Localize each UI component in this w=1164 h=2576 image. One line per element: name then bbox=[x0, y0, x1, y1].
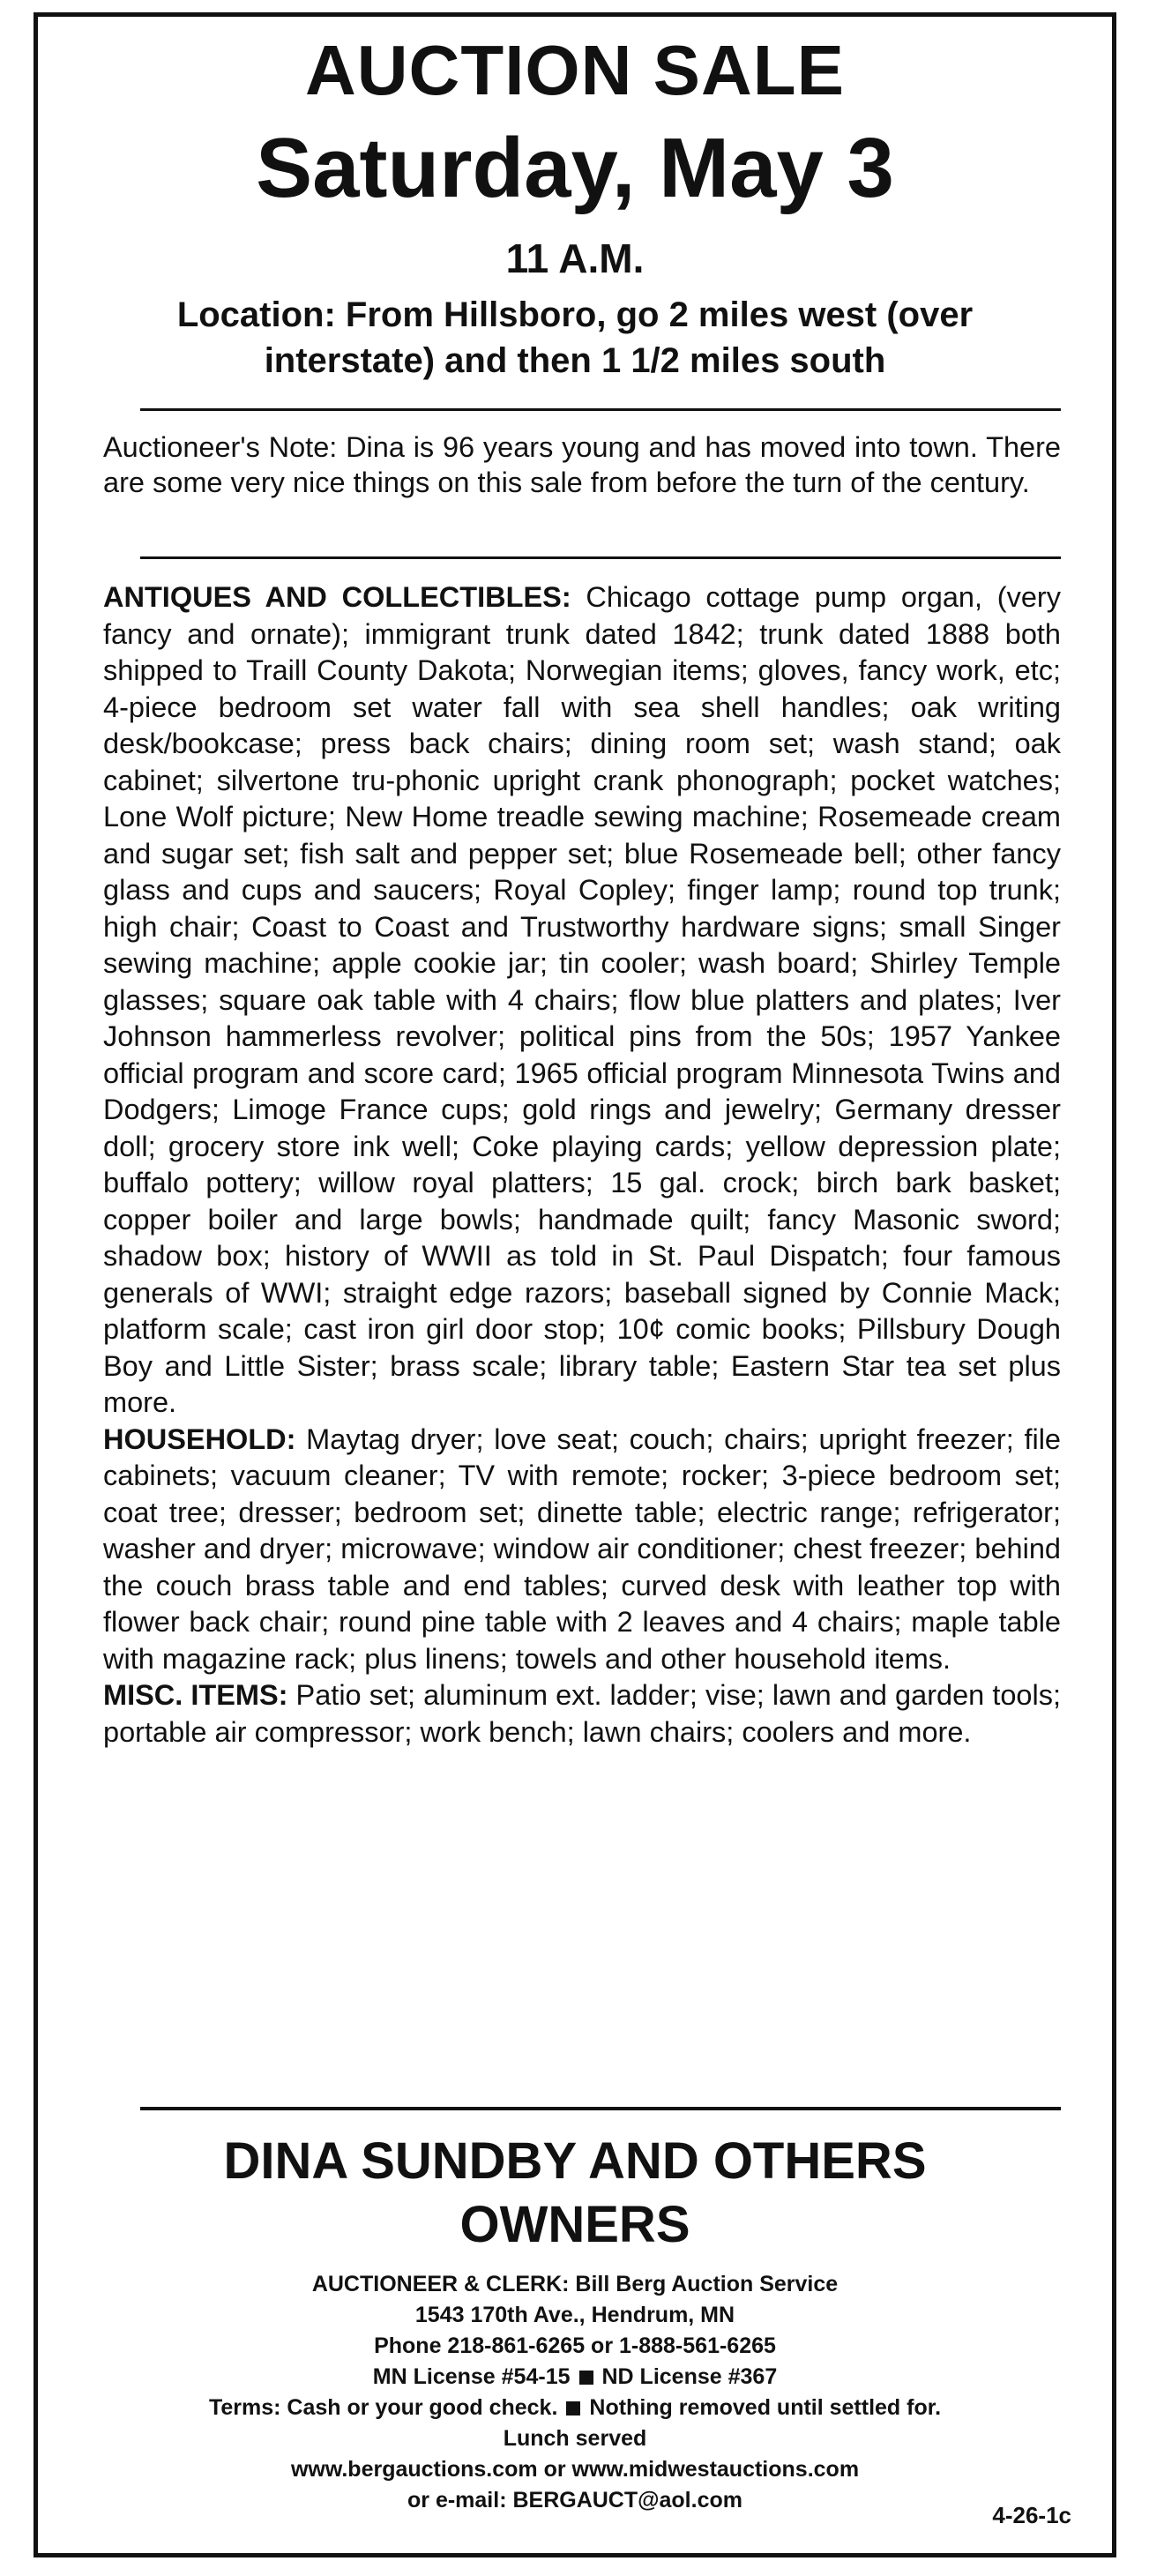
address-line: 1543 170th Ave., Hendrum, MN bbox=[414, 2303, 735, 2327]
ad-title: AUCTION SALE bbox=[305, 31, 845, 109]
auctioneer-info bbox=[38, 2269, 1112, 2516]
section-antiques bbox=[103, 579, 1061, 1422]
lunch-line: Lunch served bbox=[503, 2426, 647, 2451]
ad-code: 4-26-1c bbox=[992, 2502, 1071, 2528]
nd-license: ND License #367 bbox=[601, 2364, 778, 2389]
owners-block bbox=[38, 2130, 1112, 2257]
terms-line bbox=[38, 2393, 1112, 2423]
section-text-misc: Patio set; aluminum ext. ladder; vise; lawn and garden tools; portable air compressor; work bench; lawn chairs; coolers and more. bbox=[103, 1679, 1061, 1748]
sale-location: Location: From Hillsboro, go 2 miles west (over interstate) and then 1 1/2 miles south bbox=[176, 295, 974, 380]
sale-date: Saturday, May 3 bbox=[256, 121, 894, 215]
terms-text: Terms: Cash or your good check. bbox=[208, 2395, 558, 2420]
auctioneers-note: Auctioneer's Note: Dina is 96 years young and has moved into town. There are some very nice things on this sale from before the turn of the century. bbox=[103, 431, 1061, 498]
removal-text: Nothing removed until settled for. bbox=[589, 2395, 942, 2420]
mn-license: MN License #54-15 bbox=[372, 2364, 571, 2389]
divider-owners bbox=[140, 2107, 1061, 2110]
websites-line: www.bergauctions.com or www.midwestauctions.com bbox=[290, 2457, 860, 2482]
section-label-household: HOUSEHOLD: bbox=[103, 1422, 296, 1455]
square-bullet-icon bbox=[566, 2401, 580, 2415]
item-listing bbox=[103, 579, 1061, 1751]
sale-time: 11 A.M. bbox=[505, 235, 645, 281]
section-text-antiques: Chicago cottage pump organ, (very fancy and ornate); immigrant trunk dated 1842; trunk dated 1888 both shipped to Traill County Dakota; Norwegian items; gloves, fancy work, etc; 4-piece bedroom set water fall with sea shell handles; oak writing desk/bookcase; press back chairs; dining room set; wash stand; oak cabinet; silvertone tru-phonic upright crank phonograph; pocket watches; Lone Wolf picture; New Home treadle sewing machine; Rosemeade cream and sugar set; fish salt and pepper set; blue Rosemeade bell; other fancy glass and cups and saucers; Royal Copley; finger lamp; round top trunk; high chair; Coast to Coast and Trustworthy hardware signs; small Singer sewing machine; apple cookie jar; tin cooler; wash board; Shirley Temple glasses; square oak table with 4 chairs; flow blue platters and plates; Iver Johnson hammerless revolver; political pins from the 50s; 1957 Yankee official program and score card; 1965 official program Minnesota Twins and Dodgers; Limoge France cups; gold rings and jewelry; Germany dresser doll; grocery store ink well; Coke playing cards; yellow depression plate; buffalo pottery; willow royal platters; 15 gal. crock; birch bark basket; copper boiler and large bowls; handmade quilt; fancy Masonic sword; shadow box; history of WWII as told in St. Paul Dispatch; four famous generals of WWI; straight edge razors; baseball signed by Connie Mack; platform scale; cast iron girl door stop; 10¢ comic books; Pillsbury Dough Boy and Little Sister; brass scale; library table; Eastern Star tea set plus more. bbox=[103, 581, 1061, 1418]
divider-note bbox=[140, 556, 1061, 559]
auction-ad bbox=[34, 12, 1116, 2557]
section-label-misc: MISC. ITEMS: bbox=[103, 1679, 288, 1711]
owners-label: OWNERS bbox=[459, 2196, 690, 2253]
phone-line: Phone 218-861-6265 or 1-888-561-6265 bbox=[374, 2333, 776, 2358]
section-text-household: Maytag dryer; love seat; couch; chairs; upright freezer; file cabinets; vacuum cleaner; TV with remote; rocker; 3-piece bedroom set; coat tree; dresser; bedroom set; dinette table; electric range; refrigerator; washer and dryer; microwave; window air conditioner; chest freezer; behind the couch brass table and end tables; curved desk with leather top with flower back chair; round pine table with 2 leaves and 4 chairs; maple table with magazine rack; plus linens; towels and other household items. bbox=[103, 1422, 1061, 1675]
square-bullet-icon bbox=[579, 2371, 593, 2385]
owners-name: DINA SUNDBY AND OTHERS bbox=[223, 2132, 927, 2190]
email-line: or e-mail: BERGAUCT@aol.com bbox=[407, 2488, 742, 2513]
divider-top bbox=[140, 408, 1061, 411]
section-misc bbox=[103, 1677, 1061, 1751]
license-line bbox=[38, 2362, 1112, 2393]
section-household bbox=[103, 1422, 1061, 1678]
section-label-antiques: ANTIQUES AND COLLECTIBLES: bbox=[103, 581, 571, 613]
auctioneer-line: AUCTIONEER & CLERK: Bill Berg Auction Service bbox=[311, 2272, 839, 2296]
